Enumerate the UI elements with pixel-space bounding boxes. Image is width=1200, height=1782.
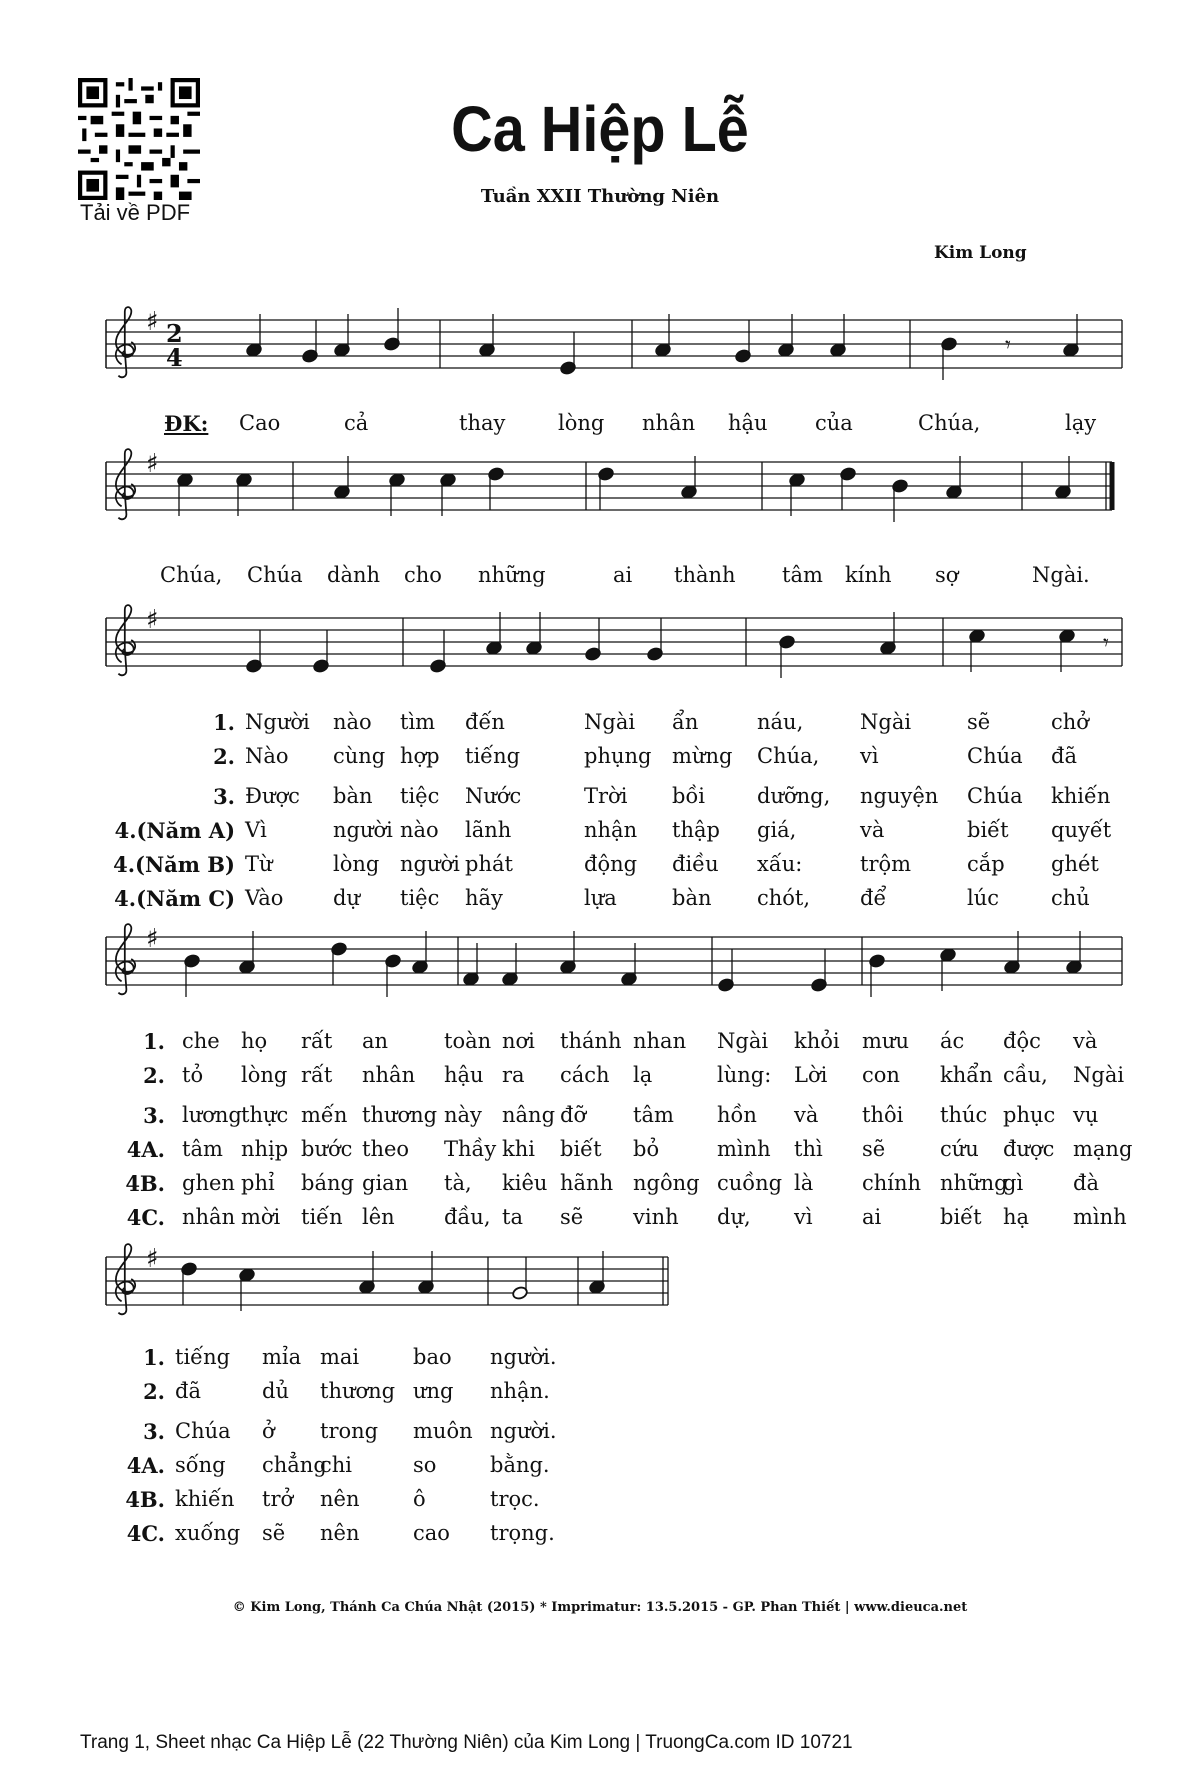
lyric-word: thánh [560, 1029, 622, 1053]
lyric-word: cuồng [717, 1171, 783, 1195]
lyric-word: này [444, 1103, 482, 1127]
lyric-word: trọng. [490, 1521, 555, 1545]
lyric-word: ở [262, 1419, 275, 1443]
lyric-word: nhận [584, 818, 638, 842]
lyric-word: tâm [782, 563, 823, 587]
lyric-word: đà [1073, 1171, 1099, 1195]
lyric-line [0, 1345, 1200, 1375]
lyric-word: thập [672, 818, 720, 842]
lyric-word: vụ [1073, 1103, 1099, 1127]
lyric-word: sẽ [862, 1137, 886, 1161]
lyric-line [0, 1205, 1200, 1235]
lyric-word: muôn [413, 1419, 473, 1443]
lyric-word: người. [490, 1345, 557, 1369]
lyric-line [0, 784, 1200, 814]
lyric-word: bàn [672, 886, 712, 910]
lyric-word: trộm [860, 852, 912, 876]
verse-label: 4B. [125, 1171, 165, 1196]
lyric-word: ẩn [672, 710, 699, 734]
sharp-sign: ♯ [146, 449, 159, 479]
lyric-word: giá, [757, 818, 797, 842]
lyric-word: sống [175, 1453, 226, 1477]
lyric-word: cứu [940, 1137, 979, 1161]
lyric-word: xấu: [757, 852, 803, 876]
lyric-word: rất [301, 1029, 333, 1053]
lyric-word: lạy [1065, 411, 1097, 435]
lyric-line [0, 852, 1200, 882]
lyric-word: Từ [245, 852, 273, 876]
lyric-word: vinh [633, 1205, 679, 1229]
lyric-word: khỏi [794, 1029, 840, 1053]
verse-label: 4.(Năm A) [114, 818, 235, 843]
lyric-word: nơi [502, 1029, 535, 1053]
lyric-word: dự [333, 886, 360, 910]
lyric-word: và [860, 818, 885, 842]
lyric-word: tà, [444, 1171, 472, 1195]
lyric-word: và [1073, 1029, 1098, 1053]
lyric-word: nào [333, 710, 372, 734]
lyric-word: tâm [633, 1103, 674, 1127]
lyric-word: nhân [642, 411, 696, 435]
lyric-word: phát [465, 852, 513, 876]
lyric-line [0, 1419, 1200, 1449]
lyric-word: đã [1051, 744, 1077, 768]
copyright-note: © Kim Long, Thánh Ca Chúa Nhật (2015) * Imprimatur: 13.5.2015 - GP. Phan Thiết | www.dieuca.net [232, 1600, 968, 1615]
lyric-word: kiêu [502, 1171, 548, 1195]
lyric-word: nguyện [860, 784, 939, 808]
lyric-word: lòng [558, 411, 605, 435]
treble-clef [116, 307, 135, 377]
lyric-word: hậu [444, 1063, 484, 1087]
time-signature-top: 2 [166, 319, 183, 348]
lyric-word: đỡ [560, 1103, 587, 1127]
verse-label: 3. [213, 784, 235, 809]
lyric-word: nên [320, 1521, 360, 1545]
lyric-word: tìm [400, 710, 436, 734]
lyric-word: ác [940, 1029, 965, 1053]
lyric-word: trở [262, 1487, 294, 1511]
lyric-word: ai [613, 563, 633, 587]
lyric-word: Chúa, [757, 744, 820, 768]
lyric-word: toàn [444, 1029, 492, 1053]
lyric-word: sợ [935, 563, 959, 587]
lyric-word: ghét [1051, 852, 1099, 876]
lyric-word: Chúa [967, 784, 1023, 808]
lyric-word: thực [241, 1103, 289, 1127]
verse-label: 4A. [126, 1453, 165, 1478]
lyric-word: khi [502, 1137, 535, 1161]
lyric-word: mình [717, 1137, 771, 1161]
lyric-word: hãy [465, 886, 503, 910]
lyric-word: Chúa [175, 1419, 231, 1443]
lyric-word: Lời [794, 1063, 828, 1087]
lyric-line [0, 1171, 1200, 1201]
lyric-word: phụng [584, 744, 652, 768]
lyric-word: khiến [1051, 784, 1111, 808]
lyric-word: đến [465, 710, 505, 734]
lyric-word: mình [1073, 1205, 1127, 1229]
lyric-word: bàn [333, 784, 373, 808]
lyric-word: Chúa [247, 563, 303, 587]
lyric-word: xuống [175, 1521, 241, 1545]
lyric-word: so [413, 1453, 437, 1477]
verse-label: 1. [143, 1345, 165, 1370]
lyric-word: bao [413, 1345, 452, 1369]
lyric-word: mạng [1073, 1137, 1133, 1161]
lyric-word: gì [1003, 1171, 1024, 1195]
lyric-line [0, 710, 1200, 740]
lyric-word: lựa [584, 886, 617, 910]
verse-label: 4.(Năm B) [113, 852, 235, 877]
lyric-word: được [1003, 1137, 1055, 1161]
song-subtitle: Tuần XXII Thường Niên [480, 186, 720, 207]
lyric-word: là [794, 1171, 814, 1195]
verse-label: 4C. [126, 1521, 165, 1546]
lyric-word: nhân [182, 1205, 236, 1229]
lyric-word: mỉa [262, 1345, 302, 1369]
lyric-word: động [584, 852, 638, 876]
lyric-word: sẽ [967, 710, 991, 734]
lyric-word: cầu, [1003, 1063, 1048, 1087]
lyric-word: Ngài [860, 710, 912, 734]
lyric-word: nào [400, 818, 439, 842]
lyric-word: trong [320, 1419, 379, 1443]
refrain-line-1 [0, 411, 1200, 441]
lyric-word: dưỡng, [757, 784, 831, 808]
lyric-word: tỏ [182, 1063, 204, 1087]
lyric-word: nhan [633, 1029, 687, 1053]
lyric-word: Ngài [1073, 1063, 1125, 1087]
lyric-word: người. [490, 1419, 557, 1443]
lyric-line [0, 563, 1200, 593]
lyric-line [0, 1379, 1200, 1409]
lyric-line [0, 1137, 1200, 1167]
verse-label: 2. [213, 744, 235, 769]
lyric-line [0, 744, 1200, 774]
lyric-word: Nước [465, 784, 522, 808]
lyric-word: những [940, 1171, 1008, 1195]
lyric-word: Được [245, 784, 300, 808]
lyric-word: ra [502, 1063, 525, 1087]
treble-clef [116, 605, 135, 675]
eighth-rest: 𝄾 [1103, 631, 1109, 656]
lyric-word: người [400, 852, 460, 876]
lyric-word: tiếng [465, 744, 521, 768]
lyric-word: Người [245, 710, 310, 734]
sharp-sign: ♯ [146, 307, 159, 337]
page-footer: Trang 1, Sheet nhạc Ca Hiệp Lễ (22 Thường Niên) của Kim Long | TruongCa.com ID 10721 [80, 1732, 853, 1753]
lyric-word: bước [301, 1137, 353, 1161]
lyric-word: của [815, 411, 853, 435]
lyric-word: an [362, 1029, 389, 1053]
song-title: Ca Hiệp Lễ [451, 93, 749, 165]
lyric-word: cho [404, 563, 442, 587]
lyric-word: hạ [1003, 1205, 1030, 1229]
lyric-line [0, 886, 1200, 916]
lyric-word: để [860, 886, 887, 910]
treble-clef [116, 924, 135, 994]
lyric-word: nâng [502, 1103, 556, 1127]
lyric-word: bỏ [633, 1137, 660, 1161]
lyric-word: Vào [245, 886, 284, 910]
lyric-word: Chúa, [918, 411, 981, 435]
lyric-word: mời [241, 1205, 281, 1229]
lyric-word: phục [1003, 1103, 1056, 1127]
lyric-word: cùng [333, 744, 386, 768]
lyric-word: tiếng [175, 1345, 231, 1369]
lyric-word: nhịp [241, 1137, 289, 1161]
lyric-word: Trời [584, 784, 628, 808]
lyric-word: hậu [728, 411, 768, 435]
lyric-word: nhận. [490, 1379, 550, 1403]
lyric-word: tiến [301, 1205, 343, 1229]
lyric-word: rất [301, 1063, 333, 1087]
lyric-word: phỉ [241, 1171, 275, 1195]
lyric-word: ta [502, 1205, 523, 1229]
lyric-word: náu, [757, 710, 804, 734]
lyric-word: dự, [717, 1205, 751, 1229]
lyric-word: ghen [182, 1171, 235, 1195]
lyric-word: vì [860, 744, 879, 768]
lyric-word: biết [940, 1205, 982, 1229]
lyric-word: tiệc [400, 784, 440, 808]
lyric-word: khiến [175, 1487, 235, 1511]
lyric-word: ai [862, 1205, 882, 1229]
lyric-word: biết [560, 1137, 602, 1161]
lyric-word: cách [560, 1063, 610, 1087]
lyric-word: báng [301, 1171, 354, 1195]
lyric-word: độc [1003, 1029, 1041, 1053]
download-pdf-link[interactable]: Tải về PDF [80, 200, 191, 225]
lyric-word: chính [862, 1171, 922, 1195]
lyric-word: con [862, 1063, 900, 1087]
lyric-word: Nào [245, 744, 289, 768]
lyric-word: thì [794, 1137, 823, 1161]
lyric-word: thôi [862, 1103, 904, 1127]
lyric-word: thúc [940, 1103, 988, 1127]
lyric-word: theo [362, 1137, 410, 1161]
lyric-word: người [333, 818, 393, 842]
lyric-word: Cao [239, 411, 281, 435]
lyric-word: mai [320, 1345, 360, 1369]
verse-label: 3. [143, 1103, 165, 1128]
lyric-word: hãnh [560, 1171, 614, 1195]
lyric-word: vì [794, 1205, 813, 1229]
lyric-word: nên [320, 1487, 360, 1511]
lyric-word: lùng: [717, 1063, 772, 1087]
lyric-word: ngông [633, 1171, 700, 1195]
sharp-sign: ♯ [146, 924, 159, 954]
lyric-word: dành [327, 563, 381, 587]
lyric-word: Chúa, [160, 563, 223, 587]
lyric-word: sẽ [560, 1205, 584, 1229]
lyric-word: bằng. [490, 1453, 550, 1477]
lyric-word: những [478, 563, 546, 587]
lyric-line [0, 1521, 1200, 1551]
lyric-word: Ngài [584, 710, 636, 734]
lyric-line [0, 1487, 1200, 1517]
lyric-word: cao [413, 1521, 450, 1545]
lyric-word: sẽ [262, 1521, 286, 1545]
lyric-word: biết [967, 818, 1009, 842]
lyric-word: lên [362, 1205, 395, 1229]
lyric-word: họ [241, 1029, 268, 1053]
lyric-word: chẳng [262, 1453, 327, 1477]
composer-name: Kim Long [934, 243, 1027, 263]
lyric-word: gian [362, 1171, 409, 1195]
treble-clef [116, 449, 135, 519]
lyric-word: thương [362, 1103, 438, 1127]
lyric-word: ưng [413, 1379, 454, 1403]
lyric-word: Vì [245, 818, 267, 842]
sharp-sign: ♯ [146, 1244, 159, 1274]
verse-label: 4C. [126, 1205, 165, 1230]
lyric-word: khẩn [940, 1063, 993, 1087]
refrain-label: ĐK: [164, 411, 209, 436]
lyric-word: bồi [672, 784, 706, 808]
verse-label: 4.(Năm C) [114, 886, 235, 911]
eighth-rest: 𝄾 [1005, 333, 1011, 358]
lyric-line [0, 1063, 1200, 1093]
verse-label: 1. [143, 1029, 165, 1054]
lyric-word: lòng [333, 852, 380, 876]
lyric-word: chủ [1051, 886, 1090, 910]
lyric-word: thương [320, 1379, 396, 1403]
verse-label: 3. [143, 1419, 165, 1444]
lyric-word: mến [301, 1103, 348, 1127]
lyric-word: mưu [862, 1029, 909, 1053]
lyric-word: Thầy [444, 1137, 497, 1161]
lyric-line [0, 818, 1200, 848]
lyric-word: lạ [633, 1063, 653, 1087]
lyric-word: tâm [182, 1137, 223, 1161]
lyric-word: ô [413, 1487, 426, 1511]
time-signature-bottom: 4 [166, 343, 183, 372]
verse-label: 2. [143, 1379, 165, 1404]
lyric-word: hồn [717, 1103, 757, 1127]
lyric-word: chi [320, 1453, 353, 1477]
verse-label: 4A. [126, 1137, 165, 1162]
lyric-word: thành [674, 563, 736, 587]
lyric-word: lãnh [465, 818, 512, 842]
verse-label: 2. [143, 1063, 165, 1088]
lyric-word: Ngài [717, 1029, 769, 1053]
lyric-word: Chúa [967, 744, 1023, 768]
lyric-word: kính [845, 563, 892, 587]
sharp-sign: ♯ [146, 605, 159, 635]
lyric-word: quyết [1051, 818, 1112, 842]
lyric-word: cả [344, 411, 369, 435]
lyric-word: dủ [262, 1379, 289, 1403]
lyric-word: đã [175, 1379, 201, 1403]
lyric-word: lòng [241, 1063, 288, 1087]
lyric-word: tiệc [400, 886, 440, 910]
lyric-word: nhân [362, 1063, 416, 1087]
lyric-word: đầu, [444, 1205, 491, 1229]
lyric-word: cắp [967, 852, 1005, 876]
verse-label: 4B. [125, 1487, 165, 1512]
lyric-line [0, 1103, 1200, 1133]
lyric-word: và [794, 1103, 819, 1127]
lyric-word: điều [672, 852, 719, 876]
lyric-word: che [182, 1029, 220, 1053]
lyric-word: thay [459, 411, 506, 435]
lyric-word: hợp [400, 744, 440, 768]
lyric-line [0, 1453, 1200, 1483]
lyric-word: lương [182, 1103, 242, 1127]
lyric-line [0, 1029, 1200, 1059]
lyric-word: chở [1051, 710, 1089, 734]
lyric-word: chót, [757, 886, 811, 910]
verse-label: 1. [213, 710, 235, 735]
lyric-word: mừng [672, 744, 733, 768]
lyric-word: trọc. [490, 1487, 540, 1511]
treble-clef [116, 1244, 135, 1314]
lyric-word: lúc [967, 886, 1000, 910]
lyric-word: Ngài. [1032, 563, 1090, 587]
